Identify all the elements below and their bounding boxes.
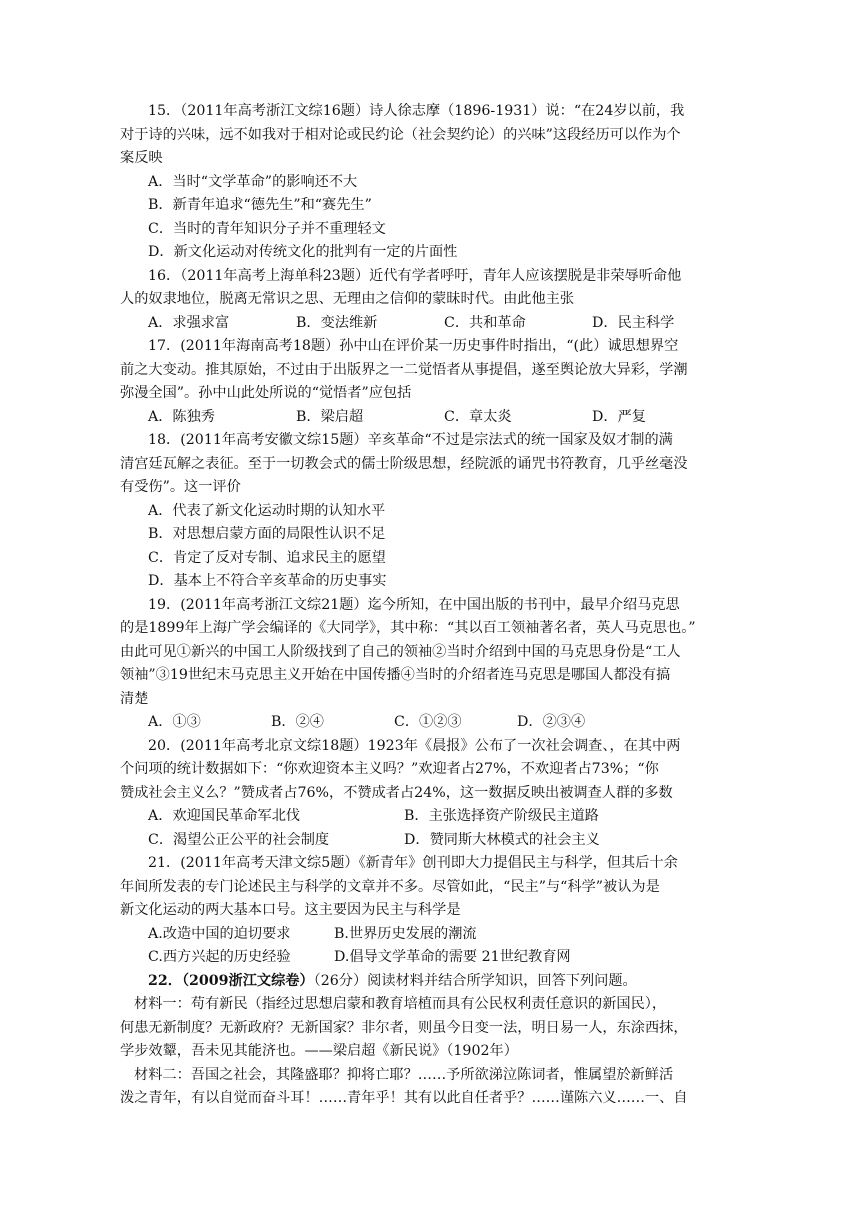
option-b: B．对思想启蒙方面的局限性认识不足 <box>148 526 386 542</box>
options-row <box>120 829 740 853</box>
option-c: C．肯定了反对专制、追求民主的愿望 <box>148 549 386 566</box>
option-b: B．梁启超 <box>296 408 364 425</box>
option-d: D．赞同斯大林模式的社会主义 <box>404 831 600 848</box>
question-text-line: 案反映 <box>120 150 163 166</box>
material-2-line: 泼之青年，有以自觉而奋斗耳！……青年乎！其有以此自任者乎？……谨陈六义……一、自 <box>120 1090 688 1106</box>
option-b: B.世界历史发展的潮流 <box>334 925 477 942</box>
question-text-line: 人的奴隶地位，脱离无常识之思、无理由之信仰的蒙昧时代。由此他主张 <box>120 291 575 307</box>
question-text-line: 清楚 <box>120 690 149 707</box>
material-1-line: 学步效颦，吾未见其能济也。——梁启超《新民说》（1902年） <box>120 1043 518 1059</box>
option-d: D.倡导文学革命的需要 21世纪教育网 <box>334 949 571 965</box>
question-text-line: 弥漫全国”。孙中山此处所说的“觉悟者”应包括 <box>120 385 412 401</box>
question-text-line: 领袖”③19世纪末马克思主义开始在中国传播④当时的介绍者连马克思是哪国人都没有搞 <box>120 667 671 683</box>
option-d: D．新文化运动对传统文化的批判有一定的片面性 <box>148 244 458 260</box>
question-17 <box>120 335 740 429</box>
options-row <box>120 946 740 970</box>
option-c: C．①②③ <box>394 714 462 730</box>
question-text-line: 19．(2011年高考浙江文综21题）迄今所知，在中国出版的书刊中，最早介绍马克思 <box>148 596 680 613</box>
option-b: B．②④ <box>271 714 324 730</box>
option-d: D．民主科学 <box>592 314 675 331</box>
question-text-line: 18．(2011年高考安徽文综15题）辛亥革命“不过是宗法式的统一国家及奴才制的满 <box>148 432 673 448</box>
question-heading: 22．（2009浙江文综卷） <box>148 972 314 989</box>
question-text-line: 年间所发表的专门论述民主与科学的文章并不多。尽管如此，“民主”与“科学”被认为是 <box>120 878 660 895</box>
question-text-line: 16．（2011年高考上海单科23题）近代有学者呼吁，青年人应该摆脱是非荣辱听命他 <box>148 267 682 284</box>
question-16 <box>120 265 740 336</box>
option-c: C．章太炎 <box>444 408 512 425</box>
question-text-line: 个问项的统计数据如下：“你欢迎资本主义吗？”欢迎者占27%，不欢迎者占73%；“你 <box>120 761 659 777</box>
question-text-line: 有受伤”。这一评价 <box>120 479 241 495</box>
option-a: A．①③ <box>148 714 201 730</box>
option-d: D．严复 <box>592 408 646 425</box>
options-row <box>120 312 740 336</box>
option-b: B．变法维新 <box>296 314 378 331</box>
option-c: C．渴望公正公平的社会制度 <box>148 831 330 848</box>
question-text-line: 赞成社会主义么？”赞成者占76%，不赞成者占24%，这一数据反映出被调查人群的多数 <box>120 784 673 801</box>
question-text-line: 新文化运动的两大基本口号。这主要因为民主与科学是 <box>120 902 461 918</box>
question-text-line: 的是1899年上海广学会编译的《大同学》，其中称：“其以百工领袖著名者，英人马克思也。” <box>120 620 696 636</box>
question-22 <box>120 970 740 1111</box>
options-row <box>120 711 740 735</box>
option-d: D．②③④ <box>517 714 586 730</box>
material-2-line: 材料二：吾国之社会，其隆盛耶？抑将亡耶？……予所欲涕泣陈词者，惟属望於新鲜活 <box>134 1066 674 1083</box>
options-row <box>120 923 740 947</box>
question-text-line: 17．(2011年海南高考18题）孙中山在评价某一历史事件时指出，“(此）诚思想界空 <box>148 338 679 354</box>
question-15 <box>120 100 740 265</box>
question-21 <box>120 852 740 970</box>
question-text-line: 15．（2011年高考浙江文综16题）诗人徐志摩（1896-1931）说：“在24岁以前，我 <box>148 103 685 119</box>
question-text-line: 21．(2011年高考天津文综5题）《新青年》创刊即大力提倡民主与科学，但其后十余 <box>148 855 678 871</box>
option-d: D．基本上不符合辛亥革命的历史事实 <box>148 573 387 589</box>
material-1-line: 何患无新制度？无新政府？无新国家？非尔者，则虽今日变一法，明日易一人，东涂西抹， <box>120 1019 688 1036</box>
option-c: C．共和革命 <box>444 314 526 331</box>
question-18 <box>120 429 740 594</box>
option-c: C．当时的青年知识分子并不重理轻文 <box>148 220 386 237</box>
question-20 <box>120 735 740 853</box>
option-a: A．当时“文学革命”的影响还不大 <box>148 173 358 190</box>
option-a: A．代表了新文化运动时期的认知水平 <box>148 502 386 519</box>
question-text-line: 20．(2011年高考北京文综18题）1923年《晨报》公布了一次社会调查、，在其中两 <box>148 737 681 754</box>
question-text-line: 前之大变动。推其原始，不过由于出版界之一二觉悟者从事提倡，遂至舆论放大异彩，学潮 <box>120 361 688 378</box>
question-19 <box>120 594 740 735</box>
question-text-line <box>120 970 740 994</box>
material-1-line: 材料一：苟有新民（指经过思想启蒙和教育培植而具有公民权利责任意识的新国民）， <box>134 996 667 1012</box>
options-row <box>120 406 740 430</box>
option-a: A.改造中国的迫切要求 <box>148 925 291 942</box>
option-a: A．陈独秀 <box>148 408 215 425</box>
options-row <box>120 805 740 829</box>
option-a: A．求强求富 <box>148 314 230 331</box>
question-text-line: 对于诗的兴味，远不如我对于相对论或民约论（社会契约论）的兴味”这段经历可以作为个 <box>120 126 681 143</box>
question-instruction: （26分）阅读材料并结合所学知识，回答下列问题。 <box>313 972 637 989</box>
option-b: B．主张选择资产阶级民主道路 <box>404 808 599 824</box>
question-text-line: 由此可见①新兴的中国工人阶级找到了自己的领袖②当时介绍到中国的马克思身份是“工人 <box>120 643 681 660</box>
option-a: A．欢迎国民革命军北伐 <box>148 808 301 824</box>
option-c: C.西方兴起的历史经验 <box>148 949 291 965</box>
option-b: B．新青年追求“德先生”和“赛先生” <box>148 197 372 213</box>
question-text-line: 清宫廷瓦解之表征。至于一切教会式的儒士阶级思想，经院派的诵咒书符教育，几乎丝毫没 <box>120 455 688 472</box>
